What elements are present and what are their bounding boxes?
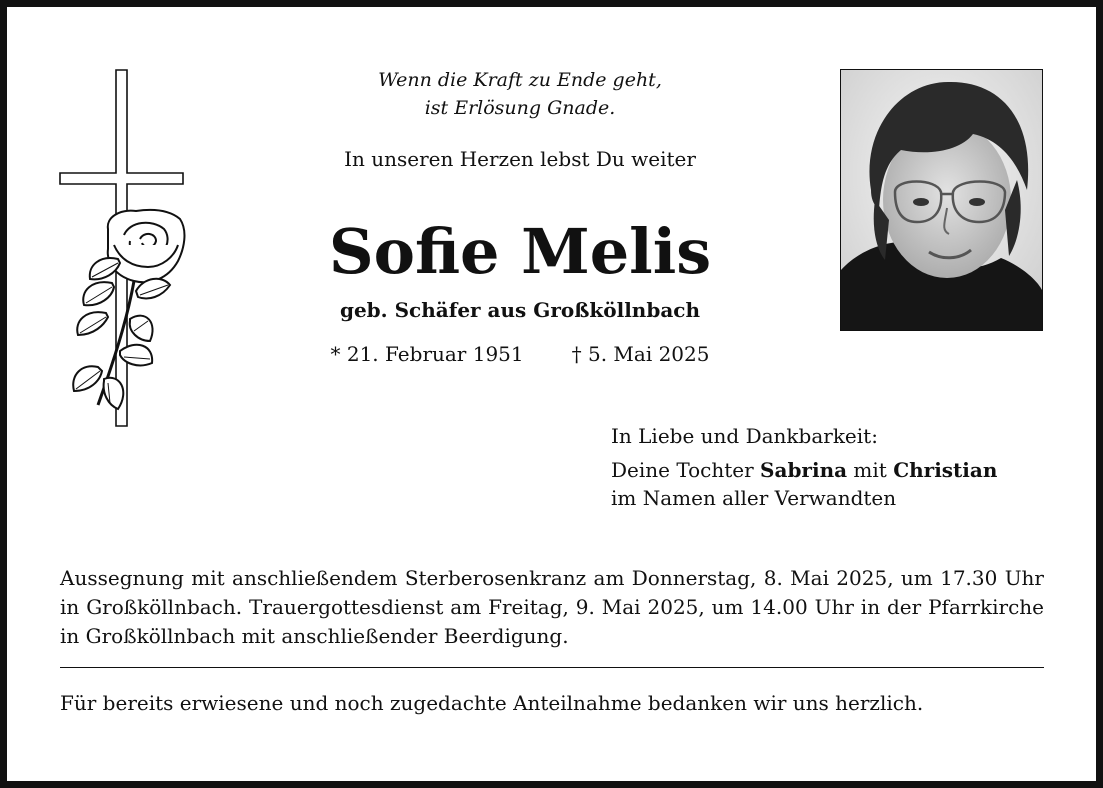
mourners-intro: In Liebe und Dankbarkeit: bbox=[611, 424, 878, 448]
cross-with-rose-icon bbox=[58, 69, 188, 431]
quote-line-2: ist Erlösung Gnade. bbox=[424, 97, 616, 119]
birth-date: * 21. Februar 1951 bbox=[330, 342, 524, 366]
life-dates bbox=[240, 340, 800, 368]
mourners-block bbox=[611, 456, 1051, 512]
service-info: Aussegnung mit anschließendem Sterberosenkranz am Donnerstag, 8. Mai 2025, um 17.30 Uhr in Großköllnbach. Trauergottesdienst am Freitag, 9. Mai 2025, um 14.00 Uhr in der Pfarrkirche in Großköllnbach mit anschließender Beerdigung. bbox=[60, 566, 1044, 648]
quote bbox=[240, 66, 800, 122]
mourners-line-1 bbox=[611, 456, 1051, 484]
birth-name-line: geb. Schäfer aus Großköllnbach bbox=[339, 298, 701, 322]
quote-line-1: Wenn die Kraft zu Ende geht, bbox=[378, 69, 662, 91]
herzen-line: In unseren Herzen lebst Du weiter bbox=[344, 147, 696, 171]
mourner-partner: Christian bbox=[893, 458, 998, 482]
mourner-daughter: Sabrina bbox=[760, 458, 848, 482]
thanks-line: Für bereits erwiesene und noch zugedachte Anteilnahme bedanken wir uns herzlich. bbox=[60, 691, 924, 715]
portrait-photo bbox=[840, 69, 1043, 331]
mourners-mid: mit bbox=[847, 458, 894, 482]
divider bbox=[60, 667, 1044, 668]
mourners-prefix: Deine Tochter bbox=[611, 458, 761, 482]
deceased-name: Sofie Melis bbox=[328, 215, 712, 288]
death-date: † 5. Mai 2025 bbox=[571, 342, 710, 366]
mourners-line-2: im Namen aller Verwandten bbox=[611, 486, 897, 510]
